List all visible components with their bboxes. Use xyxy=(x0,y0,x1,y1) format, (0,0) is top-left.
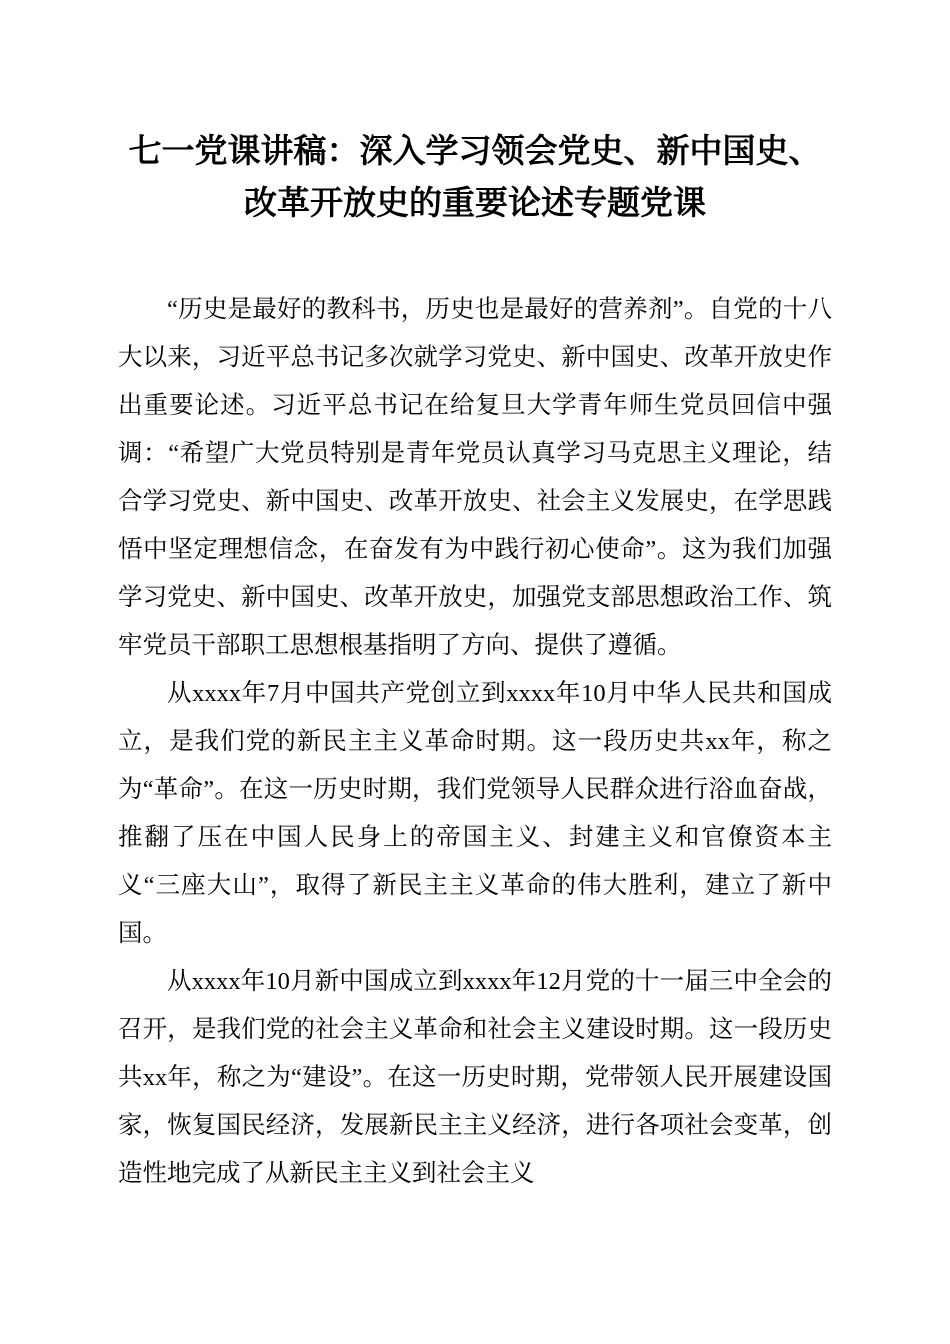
paragraph-construction-period: 从xxxx年10月新中国成立到xxxx年12月党的十一届三中全会的召开，是我们党的社会主义革命和社会主义建设时期。这一段历史共xx年，称之为“建设”。在这一历史时期，党带领人民开展建设国家，恢复国民经济，发展新民主主义经济，进行各项社会变革，创造性地完成了从新民主主义到社会主义 xyxy=(118,968,832,1187)
document-title: 七一党课讲稿：深入学习领会党史、新中国史、改革开放史的重要论述专题党课 xyxy=(128,134,822,222)
document-body xyxy=(118,286,832,1198)
paragraph-revolution-period: 从xxxx年7月中国共产党创立到xxxx年10月中华人民共和国成立，是我们党的新民主主义革命时期。这一段历史共xx年，称之为“革命”。在这一历史时期，我们党领导人民群众进行浴血奋战，推翻了压在中国人民身上的帝国主义、封建主义和官僚资本主义“三座大山”，取得了新民主主义革命的伟大胜利，建立了新中国。 xyxy=(118,680,832,947)
paragraph-intro: “历史是最好的教科书，历史也是最好的营养剂”。自党的十八大以来，习近平总书记多次就学习党史、新中国史、改革开放史作出重要论述。习近平总书记在给复旦大学青年师生党员回信中强调：“希望广大党员特别是青年党员认真学习马克思主义理论，结合学习党史、新中国史、改革开放史、社会主义发展史，在学思践悟中坚定理想信念，在奋发有为中践行初心使命”。这为我们加强学习党史、新中国史、改革开放史，加强党支部思想政治工作、筑牢党员干部职工思想根基指明了方向、提供了遵循。 xyxy=(118,296,832,659)
